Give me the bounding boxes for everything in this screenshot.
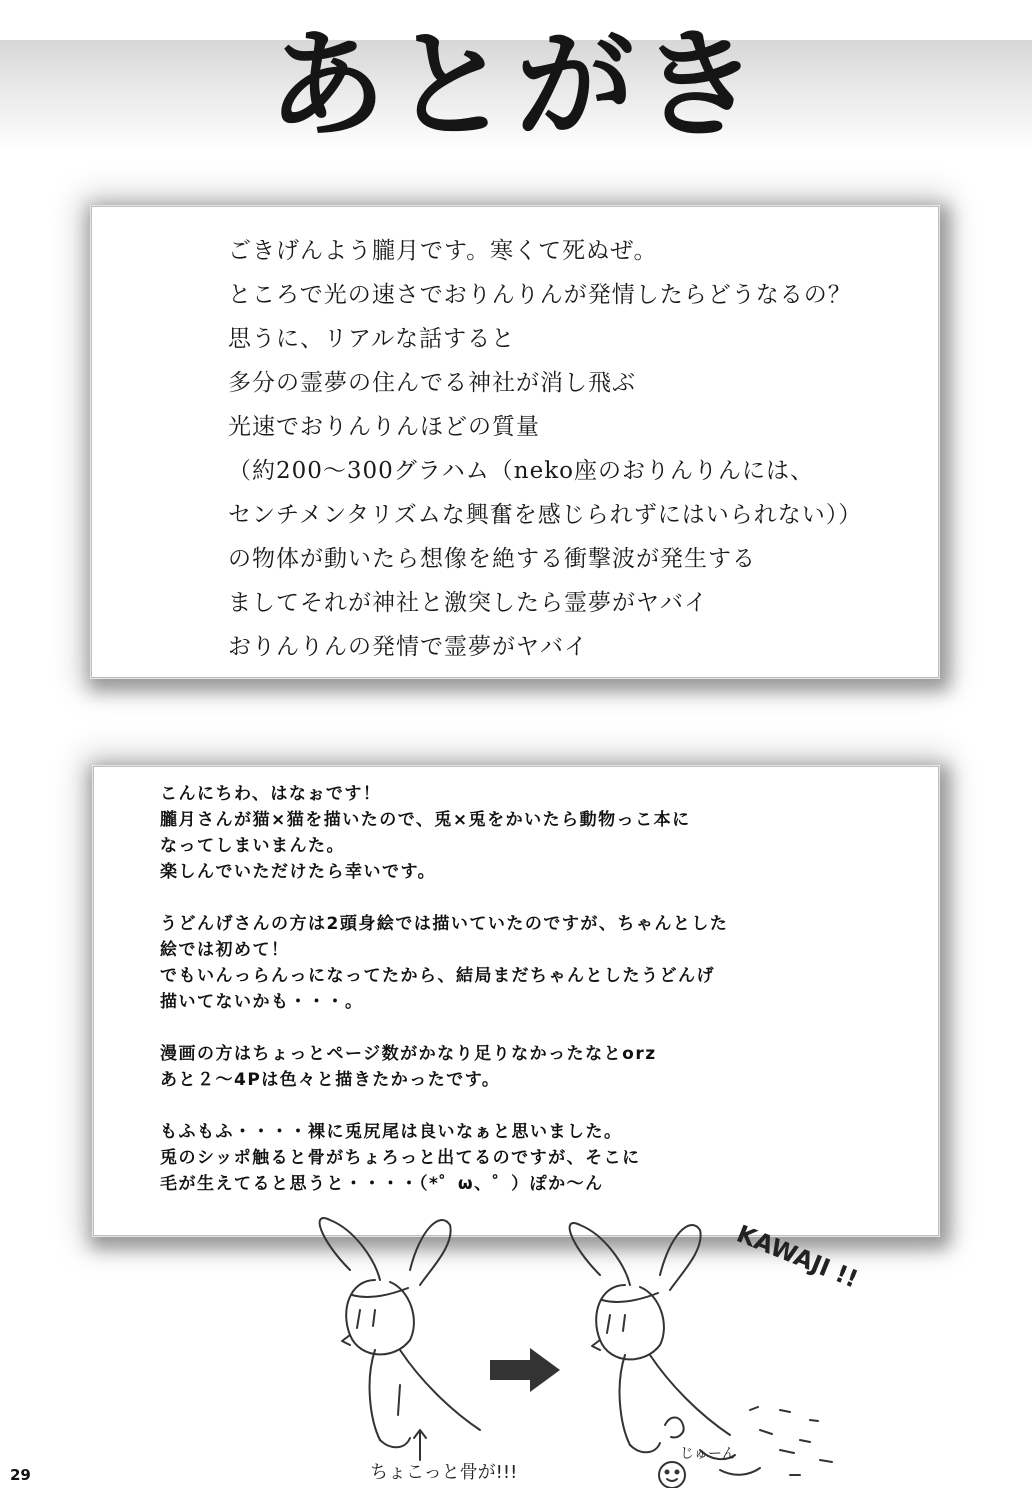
afterword-text-2: [160, 781, 728, 1197]
text-line: でもいんっらんっになってたから、結局まだちゃんとしたうどんげ: [160, 966, 715, 986]
text-line: 光速でおりんりんほどの質量: [228, 414, 540, 440]
text-line: センチメンタリズムな興奮を感じられずにはいられない））: [228, 502, 863, 528]
text-line: 多分の霊夢の住んでる神社が消し飛ぶ: [228, 370, 636, 396]
text-line: 楽しんでいただけたら幸いです。: [160, 862, 437, 882]
text-line: ましてそれが神社と激突したら霊夢がヤバイ: [228, 590, 708, 616]
text-line: 絵では初めて！: [160, 940, 290, 960]
text-line: なってしまいまんた。: [160, 836, 345, 856]
text-line: 兎のシッポ触ると骨がちょろっと出てるのですが、そこに: [160, 1148, 641, 1168]
text-line: おりんりんの発情で霊夢がヤバイ: [228, 634, 588, 660]
bunny-right-figure: [570, 1223, 730, 1452]
afterword-panel-2: [93, 766, 939, 1236]
text-line: こんにちわ、はなぉです！: [160, 784, 382, 804]
sketch-caption-left: ちょこっと骨が!!!: [370, 1462, 518, 1483]
bunny-sketch-illustration: [280, 1200, 900, 1488]
text-gap: [160, 1093, 728, 1119]
text-line: 漫画の方はちょっとページ数がかなり足りなかったなとorz: [160, 1044, 657, 1064]
bunny-left-figure: [320, 1218, 480, 1447]
text-line: ところで光の速さでおりんりんが発情したらどうなるの？: [228, 282, 852, 308]
text-line: 朧月さんが猫×猫を描いたので、兎×兎をかいたら動物っこ本に: [160, 810, 691, 830]
page-title: あとがき: [267, 16, 764, 154]
text-line: あと２～4Pは色々と描きたかったです。: [160, 1070, 501, 1090]
text-gap: [160, 1015, 728, 1041]
text-line: 毛が生えてると思うと・・・・（*゜ω、゜）ぽか～ん: [160, 1174, 604, 1194]
sketch-caption-right: KAWAJI !!: [732, 1219, 863, 1294]
sketch-sfx: じゅーん: [680, 1446, 736, 1462]
transition-arrow: [490, 1348, 560, 1392]
text-line: ごきげんよう朧月です。寒くて死ぬぜ。: [228, 238, 658, 264]
afterword-text-1: [228, 229, 862, 669]
text-line: もふもふ・・・・裸に兎尻尾は良いなぁと思いました。: [160, 1122, 623, 1142]
text-line: 思うに、リアルな話すると: [228, 326, 516, 352]
text-line: 描いてないかも・・・。: [160, 992, 364, 1012]
text-line: （約200～300グラハム（neko座のおりんりんには、: [228, 458, 815, 484]
small-face-doodle: [659, 1462, 685, 1488]
text-line: の物体が動いたら想像を絶する衝撃波が発生する: [228, 546, 756, 572]
text-gap: [160, 885, 728, 911]
afterword-panel-1: [91, 206, 939, 678]
text-line: うどんげさんの方は2頭身絵では描いていたのですが、ちゃんとした: [160, 914, 729, 934]
page-number: 29: [10, 1466, 31, 1484]
